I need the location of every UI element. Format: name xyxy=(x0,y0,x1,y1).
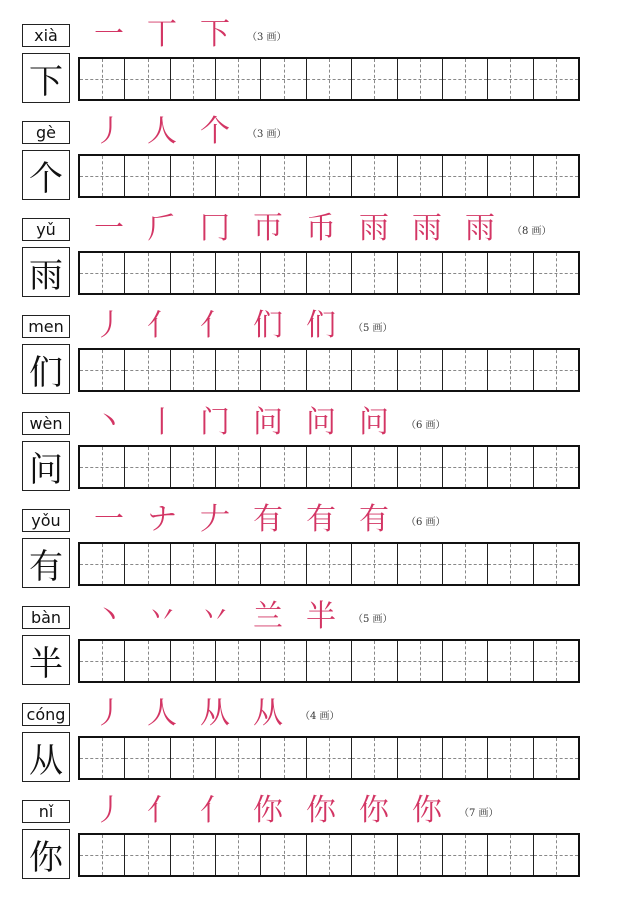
practice-grid xyxy=(78,348,580,392)
stroke-step: 下 xyxy=(200,17,230,52)
model-character: 从 xyxy=(22,732,70,782)
model-character: 雨 xyxy=(22,247,70,297)
practice-cell[interactable] xyxy=(443,544,488,584)
practice-cell[interactable] xyxy=(261,59,306,99)
practice-cell[interactable] xyxy=(171,156,216,196)
pinyin-label: yǔ xyxy=(22,218,70,241)
pinyin-label: men xyxy=(22,315,70,338)
practice-cell[interactable] xyxy=(307,835,352,875)
stroke-order-sequence xyxy=(88,502,446,537)
stroke-step: 𠂆 xyxy=(147,211,177,246)
practice-cell[interactable] xyxy=(171,447,216,487)
practice-cell[interactable] xyxy=(261,156,306,196)
stroke-step: 问 xyxy=(359,405,389,440)
pinyin-label: xià xyxy=(22,24,70,47)
stroke-step: ナ xyxy=(147,502,177,537)
practice-cell[interactable] xyxy=(125,738,170,778)
practice-cell[interactable] xyxy=(488,641,533,681)
practice-cell[interactable] xyxy=(80,544,125,584)
practice-cell[interactable] xyxy=(443,835,488,875)
stroke-order-sequence xyxy=(88,114,287,149)
practice-cell[interactable] xyxy=(398,59,443,99)
practice-cell[interactable] xyxy=(125,59,170,99)
stroke-count: （6 画） xyxy=(406,516,446,528)
model-character: 有 xyxy=(22,538,70,588)
stroke-order-sequence xyxy=(88,405,446,440)
practice-cell[interactable] xyxy=(488,738,533,778)
practice-cell[interactable] xyxy=(125,253,170,293)
stroke-step: 丿 xyxy=(94,793,124,828)
practice-grid xyxy=(78,57,580,101)
practice-cell[interactable] xyxy=(352,641,397,681)
practice-cell[interactable] xyxy=(307,156,352,196)
practice-cell[interactable] xyxy=(534,544,578,584)
practice-cell[interactable] xyxy=(443,447,488,487)
practice-cell[interactable] xyxy=(443,350,488,390)
stroke-step: 冂 xyxy=(200,211,230,246)
practice-cell[interactable] xyxy=(80,738,125,778)
stroke-step: 有 xyxy=(253,502,283,537)
pinyin-label: wèn xyxy=(22,412,70,435)
practice-grid xyxy=(78,445,580,489)
stroke-step: 雨 xyxy=(465,211,495,246)
practice-cell[interactable] xyxy=(171,253,216,293)
stroke-count: （5 画） xyxy=(353,613,393,625)
practice-cell[interactable] xyxy=(534,350,578,390)
practice-cell[interactable] xyxy=(261,835,306,875)
stroke-count: （6 画） xyxy=(406,419,446,431)
stroke-step: 问 xyxy=(253,405,283,440)
practice-cell[interactable] xyxy=(534,253,578,293)
practice-cell[interactable] xyxy=(352,350,397,390)
practice-cell[interactable] xyxy=(488,544,533,584)
pinyin-label: bàn xyxy=(22,606,70,629)
stroke-step: 雨 xyxy=(359,211,389,246)
pinyin-label: cóng xyxy=(22,703,70,726)
stroke-step: 门 xyxy=(200,405,230,440)
model-character: 个 xyxy=(22,150,70,200)
stroke-order-sequence xyxy=(88,696,340,731)
practice-cell[interactable] xyxy=(534,59,578,99)
practice-cell[interactable] xyxy=(80,835,125,875)
practice-cell[interactable] xyxy=(307,253,352,293)
stroke-step: 丶 xyxy=(94,599,124,634)
practice-cell[interactable] xyxy=(216,350,261,390)
stroke-step: 一 xyxy=(94,502,124,537)
stroke-step: 丿 xyxy=(94,308,124,343)
practice-cell[interactable] xyxy=(171,544,216,584)
stroke-step: 半 xyxy=(306,599,336,634)
stroke-order-sequence xyxy=(88,599,393,634)
practice-cell[interactable] xyxy=(352,447,397,487)
stroke-step: 一 xyxy=(94,17,124,52)
practice-cell[interactable] xyxy=(80,447,125,487)
practice-cell[interactable] xyxy=(488,350,533,390)
practice-cell[interactable] xyxy=(488,59,533,99)
practice-cell[interactable] xyxy=(443,738,488,778)
stroke-step: 丷 xyxy=(147,599,177,634)
practice-cell[interactable] xyxy=(216,59,261,99)
stroke-step: 你 xyxy=(306,793,336,828)
pinyin-label: nǐ xyxy=(22,800,70,823)
stroke-count: （3 画） xyxy=(247,31,287,43)
practice-cell[interactable] xyxy=(352,544,397,584)
practice-cell[interactable] xyxy=(443,59,488,99)
stroke-step: 丶 xyxy=(94,405,124,440)
stroke-step: 亻 xyxy=(200,793,230,828)
pinyin-label: gè xyxy=(22,121,70,144)
practice-cell[interactable] xyxy=(307,447,352,487)
stroke-step: 从 xyxy=(200,696,230,731)
practice-cell[interactable] xyxy=(398,350,443,390)
practice-cell[interactable] xyxy=(216,544,261,584)
stroke-step: 丷 xyxy=(200,599,230,634)
stroke-step: 你 xyxy=(359,793,389,828)
practice-cell[interactable] xyxy=(534,156,578,196)
stroke-step: 兰 xyxy=(253,599,283,634)
character-row xyxy=(0,502,640,602)
practice-cell[interactable] xyxy=(443,253,488,293)
practice-cell[interactable] xyxy=(216,253,261,293)
practice-cell[interactable] xyxy=(352,59,397,99)
practice-cell[interactable] xyxy=(534,835,578,875)
practice-cell[interactable] xyxy=(534,641,578,681)
practice-cell[interactable] xyxy=(443,156,488,196)
stroke-count: （8 画） xyxy=(512,225,552,237)
stroke-step: 丿 xyxy=(94,696,124,731)
stroke-step: 雨 xyxy=(412,211,442,246)
stroke-order-sequence xyxy=(88,17,287,52)
practice-cell[interactable] xyxy=(352,156,397,196)
model-character: 你 xyxy=(22,829,70,879)
practice-cell[interactable] xyxy=(171,738,216,778)
practice-cell[interactable] xyxy=(307,544,352,584)
practice-cell[interactable] xyxy=(125,156,170,196)
practice-cell[interactable] xyxy=(125,641,170,681)
practice-cell[interactable] xyxy=(125,544,170,584)
stroke-step: 亻 xyxy=(147,308,177,343)
stroke-order-sequence xyxy=(88,793,499,828)
stroke-step: 丅 xyxy=(147,17,177,52)
practice-cell[interactable] xyxy=(488,835,533,875)
practice-cell[interactable] xyxy=(171,59,216,99)
practice-grid xyxy=(78,154,580,198)
practice-cell[interactable] xyxy=(488,253,533,293)
model-character: 问 xyxy=(22,441,70,491)
practice-cell[interactable] xyxy=(216,447,261,487)
stroke-count: （4 画） xyxy=(300,710,340,722)
character-row xyxy=(0,793,640,893)
practice-cell[interactable] xyxy=(307,641,352,681)
stroke-count: （5 画） xyxy=(353,322,393,334)
practice-cell[interactable] xyxy=(398,447,443,487)
stroke-order-sequence xyxy=(88,308,393,343)
practice-cell[interactable] xyxy=(352,835,397,875)
model-character: 下 xyxy=(22,53,70,103)
practice-cell[interactable] xyxy=(534,738,578,778)
stroke-step: 帀 xyxy=(253,211,283,246)
practice-cell[interactable] xyxy=(398,253,443,293)
stroke-step: 𠂇 xyxy=(200,502,230,537)
stroke-step: 问 xyxy=(306,405,336,440)
stroke-step: 有 xyxy=(306,502,336,537)
practice-cell[interactable] xyxy=(352,738,397,778)
stroke-count: （7 画） xyxy=(459,807,499,819)
practice-grid xyxy=(78,736,580,780)
stroke-step: 们 xyxy=(253,308,283,343)
practice-cell[interactable] xyxy=(80,350,125,390)
stroke-step: 人 xyxy=(147,114,177,149)
practice-cell[interactable] xyxy=(443,641,488,681)
stroke-step: 一 xyxy=(94,211,124,246)
stroke-step: 个 xyxy=(200,114,230,149)
stroke-count: （3 画） xyxy=(247,128,287,140)
stroke-step: 丿 xyxy=(94,114,124,149)
character-row xyxy=(0,211,640,311)
model-character: 们 xyxy=(22,344,70,394)
practice-cell[interactable] xyxy=(125,447,170,487)
character-row xyxy=(0,17,640,117)
practice-cell[interactable] xyxy=(398,156,443,196)
practice-cell[interactable] xyxy=(398,835,443,875)
practice-grid xyxy=(78,639,580,683)
stroke-step: 丨 xyxy=(147,405,177,440)
practice-cell[interactable] xyxy=(80,641,125,681)
practice-grid xyxy=(78,833,580,877)
practice-cell[interactable] xyxy=(261,350,306,390)
stroke-step: 们 xyxy=(306,308,336,343)
practice-cell[interactable] xyxy=(171,641,216,681)
practice-cell[interactable] xyxy=(171,350,216,390)
practice-cell[interactable] xyxy=(261,253,306,293)
practice-cell[interactable] xyxy=(171,835,216,875)
practice-cell[interactable] xyxy=(352,253,397,293)
stroke-step: 你 xyxy=(412,793,442,828)
practice-cell[interactable] xyxy=(261,447,306,487)
practice-grid xyxy=(78,251,580,295)
practice-cell[interactable] xyxy=(216,835,261,875)
pinyin-label: yǒu xyxy=(22,509,70,532)
practice-cell[interactable] xyxy=(534,447,578,487)
character-row xyxy=(0,308,640,408)
stroke-step: 亻 xyxy=(147,793,177,828)
practice-cell[interactable] xyxy=(216,641,261,681)
practice-grid xyxy=(78,542,580,586)
practice-cell[interactable] xyxy=(80,253,125,293)
practice-cell[interactable] xyxy=(488,447,533,487)
practice-cell[interactable] xyxy=(488,156,533,196)
practice-cell[interactable] xyxy=(398,738,443,778)
practice-cell[interactable] xyxy=(261,544,306,584)
practice-cell[interactable] xyxy=(80,59,125,99)
character-row xyxy=(0,696,640,796)
practice-cell[interactable] xyxy=(261,641,306,681)
stroke-step: 币 xyxy=(306,211,336,246)
stroke-step: 人 xyxy=(147,696,177,731)
practice-cell[interactable] xyxy=(261,738,306,778)
practice-cell[interactable] xyxy=(125,835,170,875)
stroke-step: 亻 xyxy=(200,308,230,343)
character-row xyxy=(0,599,640,699)
practice-cell[interactable] xyxy=(216,156,261,196)
stroke-step: 从 xyxy=(253,696,283,731)
practice-cell[interactable] xyxy=(80,156,125,196)
stroke-step: 有 xyxy=(359,502,389,537)
practice-cell[interactable] xyxy=(307,59,352,99)
practice-cell[interactable] xyxy=(398,641,443,681)
practice-cell[interactable] xyxy=(216,738,261,778)
practice-cell[interactable] xyxy=(307,350,352,390)
model-character: 半 xyxy=(22,635,70,685)
practice-cell[interactable] xyxy=(125,350,170,390)
character-row xyxy=(0,114,640,214)
stroke-order-sequence xyxy=(88,211,552,246)
character-row xyxy=(0,405,640,505)
stroke-step: 你 xyxy=(253,793,283,828)
practice-cell[interactable] xyxy=(307,738,352,778)
practice-cell[interactable] xyxy=(398,544,443,584)
